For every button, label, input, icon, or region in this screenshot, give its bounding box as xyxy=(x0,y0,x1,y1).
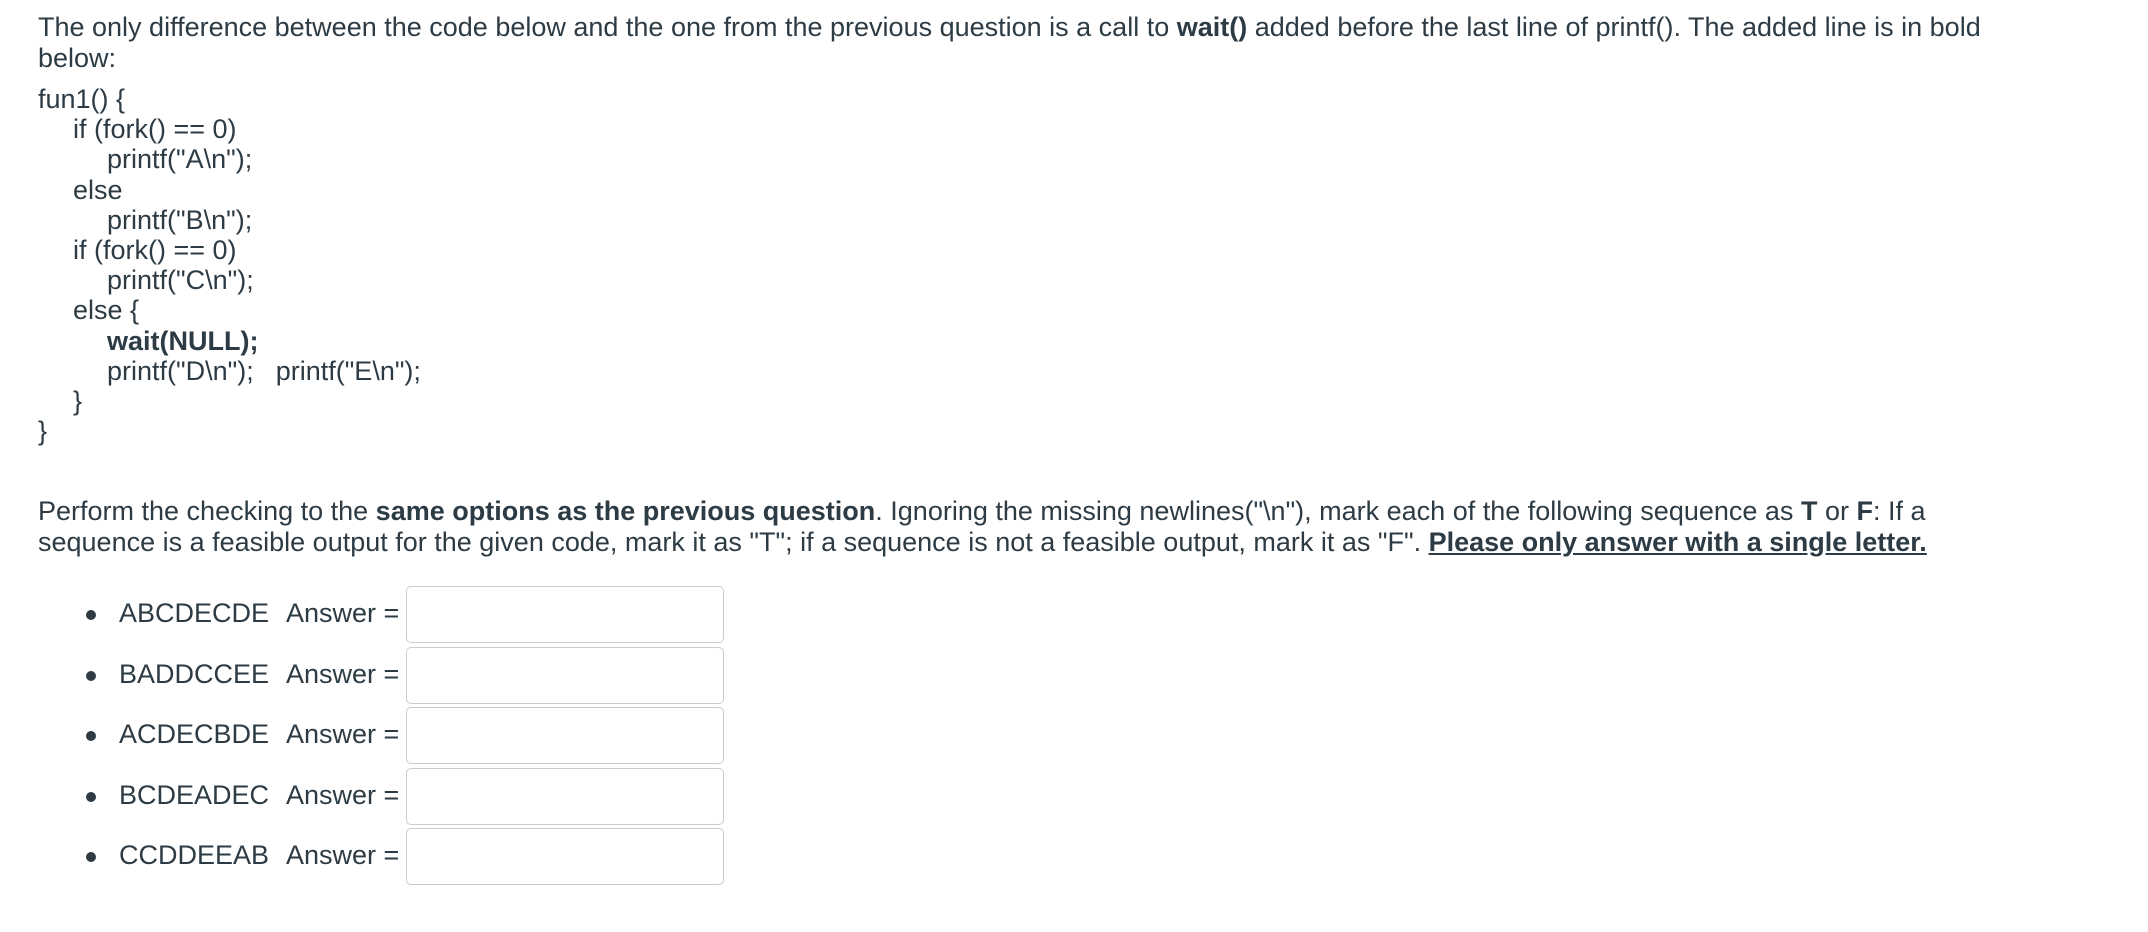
code-printf-d: printf("D\n"); xyxy=(107,355,254,386)
answer-input[interactable] xyxy=(406,647,724,704)
answer-label: Answer = xyxy=(286,658,400,689)
answer-label: Answer = xyxy=(286,598,400,628)
answer-label: Answer = xyxy=(286,779,400,810)
code-block xyxy=(38,84,421,446)
instructions-text-1: Perform the checking to the xyxy=(38,496,376,526)
question-instructions xyxy=(38,496,1988,558)
bullet-icon xyxy=(86,731,96,741)
instructions-bold-f: F xyxy=(1856,496,1873,526)
sequence-label: ABCDECDE xyxy=(119,598,270,628)
instructions-bold-same-options: same options as the previous question xyxy=(375,496,876,526)
instructions-text-3: or xyxy=(1817,496,1857,526)
sequence-label: BCDEADEC xyxy=(119,779,270,810)
code-line: fun1() { xyxy=(38,84,126,114)
answer-label: Answer = xyxy=(286,719,400,749)
code-line: printf("C\n"); xyxy=(107,265,254,296)
answer-input[interactable] xyxy=(406,768,724,825)
bullet-icon xyxy=(86,852,96,862)
sequence-label: BADDCCEE xyxy=(119,658,270,689)
bullet-icon xyxy=(86,610,96,620)
code-line: else { xyxy=(73,295,140,326)
question-intro xyxy=(38,12,1988,74)
code-line: printf("B\n"); xyxy=(107,204,253,235)
sequence-label: CCDDEEAB xyxy=(119,840,270,870)
code-line xyxy=(38,356,421,386)
code-line: printf("A\n"); xyxy=(107,144,253,175)
code-line: } xyxy=(38,416,48,447)
code-printf-e: printf("E\n"); xyxy=(275,355,421,386)
instructions-text-2: . Ignoring the missing newlines("\n"), mark each of the following sequence as xyxy=(875,496,1801,526)
code-line: if (fork() == 0) xyxy=(73,114,237,145)
instructions-underlined-note: Please only answer with a single letter. xyxy=(1428,527,1927,557)
intro-text-2: added before the last line of printf(). The added line is in bold below: xyxy=(38,12,1981,73)
code-line: else xyxy=(73,174,123,205)
intro-bold-wait: wait() xyxy=(1176,12,1248,42)
bullet-icon xyxy=(86,671,96,681)
code-line-added: wait(NULL); xyxy=(107,325,259,356)
answer-input[interactable] xyxy=(406,586,724,643)
bullet-icon xyxy=(86,792,96,802)
answer-label: Answer = xyxy=(286,840,400,870)
instructions-bold-t: T xyxy=(1800,496,1818,526)
answer-input[interactable] xyxy=(406,707,724,764)
sequence-label: ACDECBDE xyxy=(119,719,270,749)
code-line: } xyxy=(73,385,83,416)
answer-input[interactable] xyxy=(406,828,724,885)
code-line: if (fork() == 0) xyxy=(73,234,237,265)
instructions-text-4: : If a sequence is a feasible output for the given code, mark it as "T"; if a sequence is not a feasible output, mark it as "F". xyxy=(38,496,1926,557)
intro-text-1: The only difference between the code below and the one from the previous question is a call to xyxy=(38,12,1177,42)
